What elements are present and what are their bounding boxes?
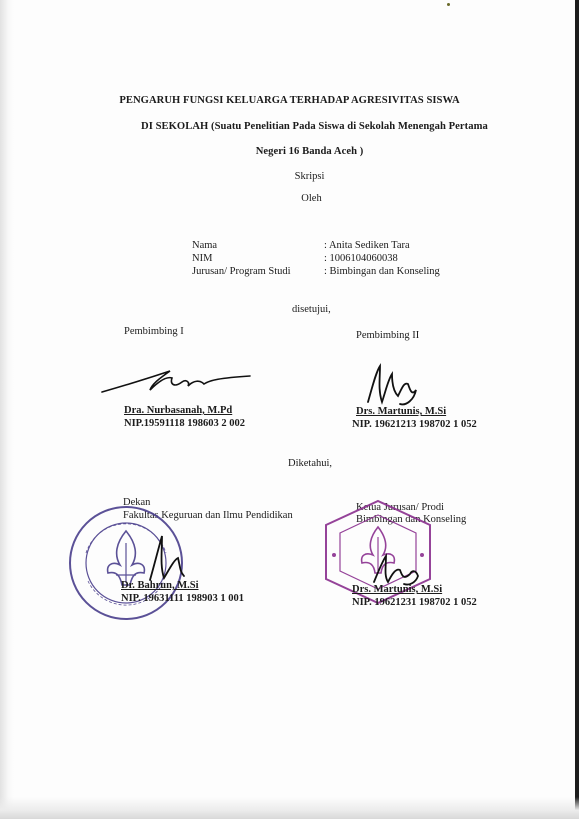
supervisor1-name: Dra. Nurbasanah, M.Pd (124, 405, 233, 416)
head-nip: NIP. 19621231 198702 1 052 (352, 597, 477, 608)
supervisor1-nip: NIP.19591118 198603 2 002 (124, 418, 245, 429)
document-type: Skripsi (294, 171, 325, 182)
supervisor2-name: Drs. Martunis, M.Si (356, 406, 447, 417)
identity-value-nim: : 1006104060038 (324, 253, 398, 264)
dean-role: Dekan (123, 497, 151, 508)
title-line-3: Negeri 16 Banda Aceh ) (255, 146, 364, 157)
head-name: Drs. Martunis, M.Si (352, 584, 443, 595)
dean-faculty: Fakultas Keguruan dan Ilmu Pendidikan (123, 510, 293, 521)
dean-nip: NIP. 19631111 198903 1 001 (121, 593, 245, 604)
identity-value-name: : Anita Sediken Tara (324, 240, 410, 251)
head-program: Bimbingan dan Konseling (356, 514, 467, 525)
dean-name: Dr. Bahrun, M.Si (121, 580, 199, 591)
acknowledged-label: Diketahui, (288, 458, 333, 469)
identity-label-program: Jurusan/ Program Studi (192, 266, 291, 277)
scan-speck (447, 3, 450, 6)
supervisor2-nip: NIP. 19621213 198702 1 052 (352, 419, 477, 430)
identity-label-nim: NIM (192, 253, 213, 264)
identity-label-name: Nama (192, 240, 218, 251)
scan-bottom-shadow (0, 797, 579, 819)
approved-label: disetujui, (292, 304, 331, 315)
by-label: Oleh (301, 193, 322, 204)
supervisor1-role: Pembimbing I (124, 326, 184, 337)
scan-left-shadow (0, 0, 14, 819)
supervisor2-role: Pembimbing II (356, 330, 420, 341)
scan-right-border (575, 0, 579, 819)
title-line-1: PENGARUH FUNGSI KELUARGA TERHADAP AGRESIVITAS SISWA (119, 95, 460, 106)
identity-value-program: : Bimbingan dan Konseling (324, 266, 440, 277)
head-role: Ketua Jurusan/ Prodi (356, 502, 445, 513)
title-line-2: DI SEKOLAH (Suatu Penelitian Pada Siswa di Sekolah Menengah Pertama (141, 121, 488, 132)
